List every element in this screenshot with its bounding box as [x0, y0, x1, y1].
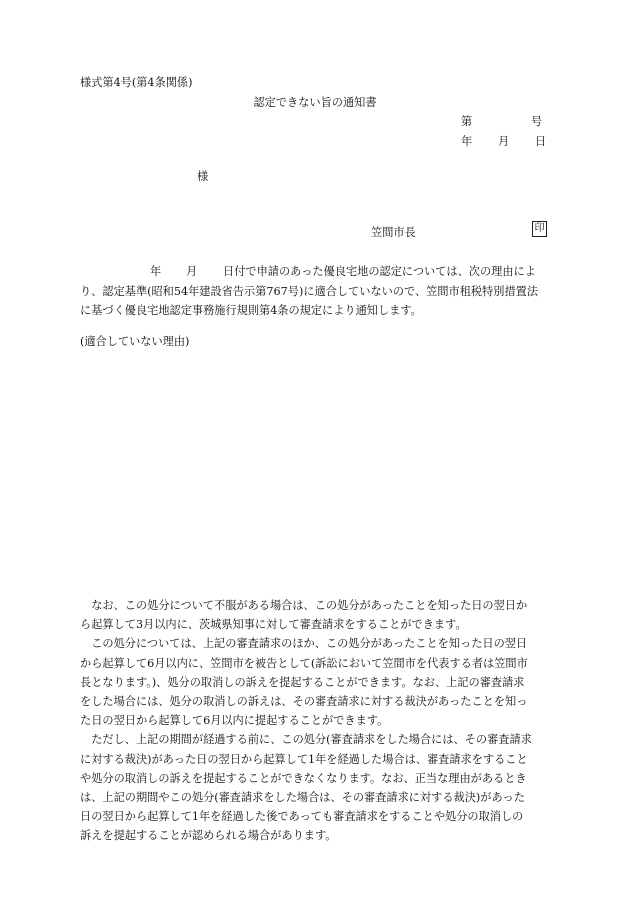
- number-suffix: 号: [531, 115, 543, 128]
- body-line-2: り、認定基準(昭和54年建設省告示第767号)に適合していないので、笠間市租税特別措置法: [80, 284, 539, 298]
- notice-line: から起算して6月以内に、笠間市を被告として(訴訟において笠間市を代表する者は笠間市: [80, 656, 528, 670]
- notice-line: ら起算して3月以内に、茨城県知事に対して審査請求をすることができます。: [80, 618, 467, 632]
- body-text: [80, 262, 538, 321]
- body-line-3: に基づく優良宅地認定事務施行規則第4条の規定により通知します。: [80, 304, 422, 317]
- notice-line: 長となります。)、処分の取消しの訴えを提起することができます。なお、上記の審査請求: [80, 675, 525, 689]
- body-line-1: [80, 262, 538, 282]
- reason-label: (適合していない理由): [80, 335, 190, 348]
- form-label: 様式第4号(第4条関係): [80, 76, 193, 89]
- notice-line: をした場合には、処分の取消しの訴えは、その審査請求に対する裁決があったことを知っ: [80, 695, 528, 709]
- notice-line: は、上記の期間やこの処分(審査請求をした場合は、その審査請求に対する裁決)があった: [80, 791, 525, 805]
- date-day-label: 日: [535, 135, 547, 148]
- notice-line: この処分については、上記の審査請求のほか、この処分があったことを知った日の翌日: [80, 637, 528, 651]
- notice-line: ただし、上記の期間が経過する前に、この処分(審査請求をした場合には、その審査請求: [80, 733, 532, 747]
- date-year-label: 年: [461, 135, 473, 148]
- notice-line: た日の翌日から起算して6月以内に提起することができます。: [80, 714, 389, 728]
- body-line-1-text: 日付で申請のあった優良宅地の認定については、次の理由によ: [223, 265, 536, 278]
- number-prefix: 第: [461, 115, 473, 128]
- addressee-suffix: 様: [197, 170, 209, 183]
- appeal-notice: [80, 596, 560, 846]
- body-year-label: 年: [150, 265, 162, 278]
- body-month-label: 月: [186, 265, 198, 278]
- date-month-label: 月: [498, 135, 510, 148]
- notice-line: に対する裁決)があった日の翌日から起算して1年を経過した場合は、審査請求をすること: [80, 752, 528, 766]
- notice-line: 訴えを提起することが認められる場合があります。: [80, 829, 337, 843]
- notice-line: 日の翌日から起算して1年を経過した後であっても審査請求をすることや処分の取消しの: [80, 810, 524, 824]
- issuer-name: 笠間市長: [371, 226, 416, 239]
- notice-line: なお、この処分について不服がある場合は、この処分があったことを知った日の翌日か: [80, 599, 528, 612]
- notice-line: や処分の取消しの訴えを提起することができなくなります。なお、正当な理由があるとき: [80, 771, 527, 785]
- document-title: 認定できない旨の通知書: [253, 96, 377, 109]
- seal-stamp: 印: [532, 221, 547, 237]
